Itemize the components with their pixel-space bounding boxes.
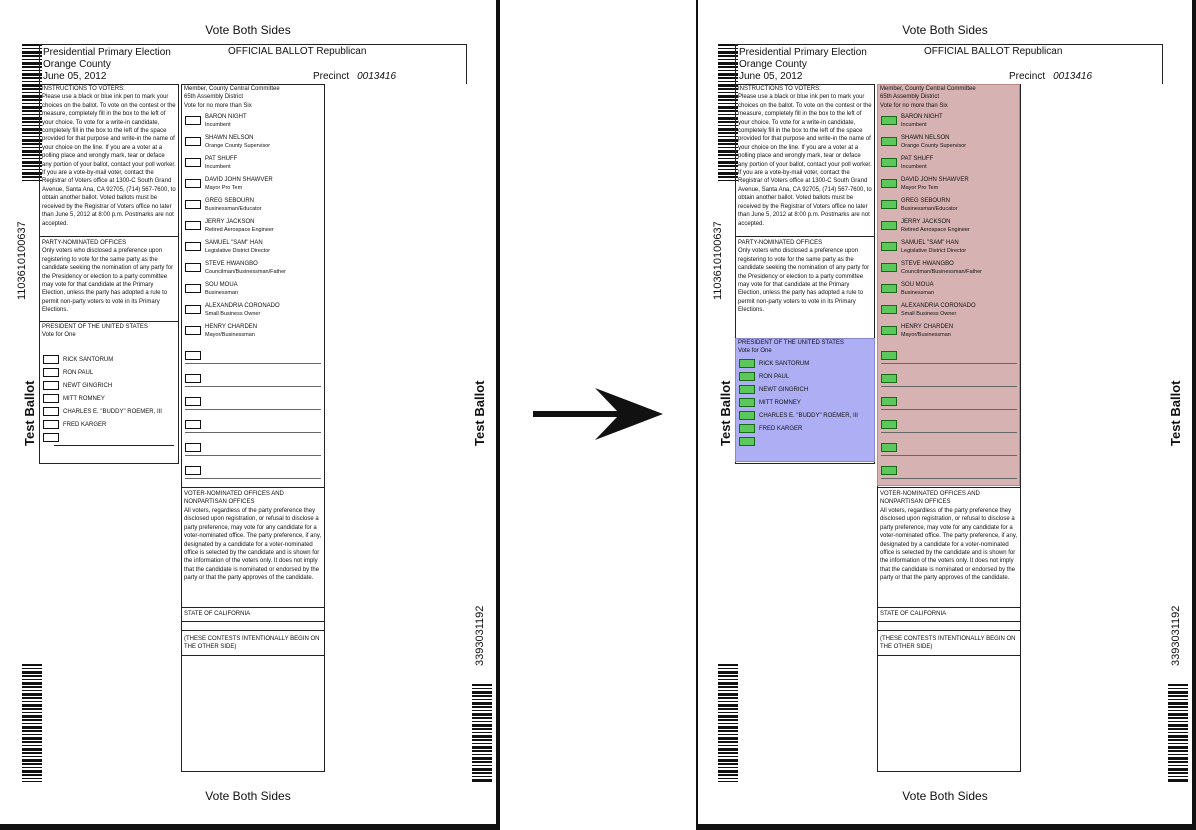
write-in-slot[interactable] xyxy=(878,347,1020,365)
precinct-number: 0013416 xyxy=(357,71,397,82)
vote-box[interactable] xyxy=(739,411,755,420)
committee-vote-for: Vote for no more than Six xyxy=(880,102,948,109)
column-committee: Member, County Central Committee 65th Assembly District Vote for no more than Six BARON NIGHT Incumbent SHAWN NELSON Orange County Supervisor PAT SHUFF Incumbent DAVID JOHN SHAWVER Mayor Pro Tem GREG SEBOURN Businessman/Educator JERRY JACKSON Retired Aerospace Engineer SAMUEL "SAM" HAN Legislative District Director STEVE HWANGBO Councilman/Businessman/Father SOU MOUA Businessman ALEXANDRIA CORONADO Small Business Owner HENRY CHARDEN Mayor/Businessman VOTER-NOMINATED OFFICES AND NONPARTISAN OFFICES All voters, regardless of the party preference they disclosed upon registration, or refusal to disclose a party preference, may vote for any candidate for a voter-nominated office. The party preference, if any, designated by a candidate for a voter-nominated office is selected by the candidate and is shown for the information of the voters only. It does not imply that the candidate is nominated or endorsed by the party or that the party approves of the candidate. STATE OF CALIFORNIA (THESE CONTESTS INTENTIONALLY BEGIN ON THE OTHER SIDE) xyxy=(877,84,1021,772)
write-in-slot[interactable] xyxy=(878,393,1020,411)
vote-box[interactable] xyxy=(881,137,897,146)
state-title: STATE OF CALIFORNIA xyxy=(880,611,947,617)
president-contest-title: PRESIDENT OF THE UNITED STATES xyxy=(738,340,844,346)
ballot-number-left: 1103610100637 xyxy=(16,221,28,300)
write-in-slot[interactable] xyxy=(182,347,324,365)
instructions-title: INSTRUCTIONS TO VOTERS: xyxy=(42,86,125,92)
vote-both-sides-bottom: Vote Both Sides xyxy=(902,789,988,803)
precinct-number: 0013416 xyxy=(1053,71,1093,82)
vote-box[interactable] xyxy=(739,385,755,394)
write-in-slot[interactable] xyxy=(878,462,1020,480)
vote-box[interactable] xyxy=(43,407,59,416)
county-name: Orange County xyxy=(739,59,807,70)
vote-box[interactable] xyxy=(881,116,897,125)
county-name: Orange County xyxy=(43,59,111,70)
vote-box[interactable] xyxy=(739,372,755,381)
vote-box[interactable] xyxy=(185,179,201,188)
vote-box[interactable] xyxy=(185,326,201,335)
vote-box[interactable] xyxy=(881,420,897,429)
annotated-ballot-page xyxy=(696,0,1196,830)
president-vote-for: Vote for One xyxy=(42,331,76,338)
vote-box[interactable] xyxy=(43,355,59,364)
ballot-type: OFFICIAL BALLOT Republican xyxy=(228,46,367,57)
vote-box[interactable] xyxy=(43,381,59,390)
president-vote-for: Vote for One xyxy=(738,348,772,354)
election-date: June 05, 2012 xyxy=(739,71,803,82)
vote-box[interactable] xyxy=(185,397,201,406)
vote-box[interactable] xyxy=(43,368,59,377)
vote-box[interactable] xyxy=(185,137,201,146)
vote-box[interactable] xyxy=(185,305,201,314)
column-instructions: INSTRUCTIONS TO VOTERS: Please use a black or blue ink pen to mark your choices on the ballot. To vote on the contest or the measure, completely fill in the box to the left of your choice. To vote for a write-in candidate, completely fill in the box to the left of the space provided for that purpose and write-in the name of your choice on the line. If you are a voter at a polling place and wrongly mark, tear or deface any portion of your ballot, contact your poll worker. If you are a vote-by-mail voter, contact the Registrar of Voters office at 1300-C South Grand Avenue, Santa Ana, CA 92705, (714) 567-7600, to obtain another ballot. Voted ballots must be received by the Registrar of Voters office no later than June 5, 2012 at 8:00 p.m. Postmarks are not accepted. PARTY-NOMINATED OFFICES Only voters who disclosed a preference upon registering to vote for the same party as the candidate seeking the nomination of any party for the Presidency or election to a party committee may vote for that candidate at the Primary Election, unless the party has adopted a rule to permit non-party voters to vote in its Primary Elections. PRESIDENT OF THE UNITED STATES Vote for One RICK SANTORUM RON PAUL NEWT GINGRICH MITT ROMNEY CHARLES E. "BUDDY" ROEMER, III FRED KARGER xyxy=(735,84,875,464)
president-contest-title: PRESIDENT OF THE UNITED STATES xyxy=(42,323,148,330)
party-offices-text: Only voters who disclosed a preference upon registering to vote for the same party as the candidate seeking the nomination of any party for the Presidency or election to a party committee may vote for that candidate at the Primary Election, unless the party has adopted a rule to permit non-party voters to vote in its Primary Elections. xyxy=(738,248,870,314)
original-ballot-page xyxy=(0,0,500,830)
write-in-slot[interactable] xyxy=(878,370,1020,388)
column-instructions: INSTRUCTIONS TO VOTERS: Please use a black or blue ink pen to mark your choices on the ballot. To vote on the contest or the measure, completely fill in the box to the left of your choice. To vote for a write-in candidate, completely fill in the box to the left of the space provided for that purpose and write-in the name of your choice on the line. If you are a voter at a polling place and wrongly mark, tear or deface any portion of your ballot, contact your poll worker. If you are a vote-by-mail voter, contact the Registrar of Voters office at 1300-C South Grand Avenue, Santa Ana, CA 92705, (714) 567-7600, to obtain another ballot. Voted ballots must be received by the Registrar of Voters office no later than June 5, 2012 at 8:00 p.m. Postmarks are not accepted. PARTY-NOMINATED OFFICES Only voters who disclosed a preference upon registering to vote for the same party as the candidate seeking the nomination of any party for the Presidency or election to a party committee may vote for that candidate at the Primary Election, unless the party has adopted a rule to permit non-party voters to vote in its Primary Elections. PRESIDENT OF THE UNITED STATES Vote for One RICK SANTORUM RON PAUL NEWT GINGRICH MITT ROMNEY CHARLES E. "BUDDY" ROEMER, III FRED KARGER xyxy=(39,84,179,464)
vote-box[interactable] xyxy=(881,466,897,475)
voter-nominated-title: VOTER-NOMINATED OFFICES AND NONPARTISAN OFFICES xyxy=(184,491,284,506)
vote-box[interactable] xyxy=(881,351,897,360)
committee-title-2: 65th Assembly District xyxy=(184,94,244,101)
precinct xyxy=(313,71,396,82)
committee-title-1: Member, County Central Committee xyxy=(184,86,280,92)
vote-box[interactable] xyxy=(185,242,201,251)
election-date: June 05, 2012 xyxy=(43,71,107,82)
precinct-label: Precinct xyxy=(1009,71,1046,82)
write-in-slot[interactable] xyxy=(182,370,324,388)
precinct-label: Precinct xyxy=(313,71,350,82)
vote-box[interactable] xyxy=(43,420,59,429)
vote-box[interactable] xyxy=(881,374,897,383)
instructions-title: INSTRUCTIONS TO VOTERS: xyxy=(738,86,821,92)
write-in-slot[interactable] xyxy=(182,462,324,480)
voter-nominated-text: All voters, regardless of the party preference they disclosed upon registration, or refusal to disclose a party preference, may vote for any candidate for a voter-nominated office. The party preference, if any, designated by a candidate for a voter-nominated office is selected by the candidate and is shown for the information of the voters only. It does not imply that the candidate is nominated or endorsed by the party or that the party approves of the candidate. xyxy=(184,508,322,582)
test-ballot-label-left: Test Ballot xyxy=(22,380,37,446)
party-offices-text: Only voters who disclosed a preference upon registering to vote for the same party as the candidate seeking the nomination of any party for the Presidency or election to a party committee may vote for that candidate at the Primary Election, unless the party has adopted a rule to permit non-party voters to vote in its Primary Elections. xyxy=(42,248,174,314)
state-title: STATE OF CALIFORNIA xyxy=(184,611,251,617)
committee-title-2: 65th Assembly District xyxy=(880,94,940,101)
vote-box[interactable] xyxy=(739,359,755,368)
vote-box[interactable] xyxy=(185,466,201,475)
vote-box[interactable] xyxy=(881,284,897,293)
election-name: Presidential Primary Election xyxy=(43,47,171,58)
party-offices-title: PARTY-NOMINATED OFFICES xyxy=(42,239,127,246)
vote-box[interactable] xyxy=(881,242,897,251)
vote-box[interactable] xyxy=(43,394,59,403)
vote-box[interactable] xyxy=(881,200,897,209)
ballot-type: OFFICIAL BALLOT Republican xyxy=(924,46,1063,57)
write-in-slot[interactable] xyxy=(878,416,1020,434)
vote-box[interactable] xyxy=(185,158,201,167)
vote-box[interactable] xyxy=(185,443,201,452)
voter-nominated-title: VOTER-NOMINATED OFFICES AND NONPARTISAN OFFICES xyxy=(880,491,980,506)
instructions-text: Please use a black or blue ink pen to mark your choices on the ballot. To vote on the contest or the measure, completely fill in the box to the left of your choice. To vote for a write-in candidate, completely fill in the box to the left of the space provided for that purpose and write-in the name of your choice on the line. If you are a voter at a polling place and wrongly mark, tear or deface any portion of your ballot, contact your poll worker. If you are a vote-by-mail voter, contact the Registrar of Voters office at 1300-C South Grand Avenue, Santa Ana, CA 92705, (714) 567-7600, to obtain another ballot. Voted ballots must be received by the Registrar of Voters office no later than June 5, 2012 at 8:00 p.m. Postmarks are not accepted. xyxy=(738,94,872,227)
vote-box[interactable] xyxy=(881,326,897,335)
vote-box[interactable] xyxy=(185,116,201,125)
vote-both-sides-top: Vote Both Sides xyxy=(205,23,291,37)
test-ballot-label-right: Test Ballot xyxy=(472,380,487,446)
vote-box[interactable] xyxy=(185,420,201,429)
test-ballot-label-left: Test Ballot xyxy=(718,380,733,446)
vote-box[interactable] xyxy=(881,305,897,314)
write-in-slot[interactable] xyxy=(182,439,324,457)
vote-box[interactable] xyxy=(881,179,897,188)
precinct xyxy=(1009,71,1092,82)
vote-box[interactable] xyxy=(185,374,201,383)
ballot-header xyxy=(39,44,467,84)
vote-box[interactable] xyxy=(185,351,201,360)
vote-box[interactable] xyxy=(739,437,755,446)
vote-box[interactable] xyxy=(881,221,897,230)
party-offices-title: PARTY-NOMINATED OFFICES xyxy=(738,239,823,246)
other-side-note: (THESE CONTESTS INTENTIONALLY BEGIN ON THE OTHER SIDE) xyxy=(880,636,1016,651)
barcode-left-bottom xyxy=(718,664,738,782)
vote-both-sides-top: Vote Both Sides xyxy=(902,23,988,37)
ballot-number-right: 3393031192 xyxy=(1170,605,1182,666)
write-in-slot[interactable] xyxy=(878,439,1020,457)
vote-box[interactable] xyxy=(43,433,59,442)
vote-box[interactable] xyxy=(739,424,755,433)
arrow-right-icon xyxy=(533,386,663,442)
committee-vote-for: Vote for no more than Six xyxy=(184,102,252,109)
ballot-header xyxy=(735,44,1163,84)
write-in-slot[interactable] xyxy=(182,393,324,411)
column-committee: Member, County Central Committee 65th Assembly District Vote for no more than Six BARON NIGHT Incumbent SHAWN NELSON Orange County Supervisor PAT SHUFF Incumbent DAVID JOHN SHAWVER Mayor Pro Tem GREG SEBOURN Businessman/Educator JERRY JACKSON Retired Aerospace Engineer SAMUEL "SAM" HAN Legislative District Director STEVE HWANGBO Councilman/Businessman/Father SOU MOUA Businessman ALEXANDRIA CORONADO Small Business Owner HENRY CHARDEN Mayor/Businessman VOTER-NOMINATED OFFICES AND NONPARTISAN OFFICES All voters, regardless of the party preference they disclosed upon registration, or refusal to disclose a party preference, may vote for any candidate for a voter-nominated office. The party preference, if any, designated by a candidate for a voter-nominated office is selected by the candidate and is shown for the information of the voters only. It does not imply that the candidate is nominated or endorsed by the party or that the party approves of the candidate. STATE OF CALIFORNIA (THESE CONTESTS INTENTIONALLY BEGIN ON THE OTHER SIDE) xyxy=(181,84,325,772)
instructions-text: Please use a black or blue ink pen to mark your choices on the ballot. To vote on the contest or the measure, completely fill in the box to the left of your choice. To vote for a write-in candidate, completely fill in the box to the left of the space provided for that purpose and write-in the name of your choice on the line. If you are a voter at a polling place and wrongly mark, tear or deface any portion of your ballot, contact your poll worker. If you are a vote-by-mail voter, contact the Registrar of Voters office at 1300-C South Grand Avenue, Santa Ana, CA 92705, (714) 567-7600, to obtain another ballot. Voted ballots must be received by the Registrar of Voters office no later than June 5, 2012 at 8:00 p.m. Postmarks are not accepted. xyxy=(42,94,176,227)
vote-box[interactable] xyxy=(739,398,755,407)
barcode-right-bottom xyxy=(1168,684,1188,782)
test-ballot-label-right: Test Ballot xyxy=(1168,380,1183,446)
voter-nominated-text: All voters, regardless of the party preference they disclosed upon registration, or refusal to disclose a party preference, may vote for any candidate for a voter-nominated office. The party preference, if any, designated by a candidate for a voter-nominated office is selected by the candidate and is shown for the information of the voters only. It does not imply that the candidate is nominated or endorsed by the party or that the party approves of the candidate. xyxy=(880,508,1018,582)
election-name: Presidential Primary Election xyxy=(739,47,867,58)
vote-box[interactable] xyxy=(881,397,897,406)
vote-box[interactable] xyxy=(185,200,201,209)
other-side-note: (THESE CONTESTS INTENTIONALLY BEGIN ON THE OTHER SIDE) xyxy=(184,636,320,651)
vote-box[interactable] xyxy=(185,284,201,293)
ballot-number-right: 3393031192 xyxy=(474,605,486,666)
write-in-slot[interactable] xyxy=(182,416,324,434)
barcode-right-bottom xyxy=(472,684,492,782)
vote-box[interactable] xyxy=(185,221,201,230)
vote-box[interactable] xyxy=(881,443,897,452)
vote-both-sides-bottom: Vote Both Sides xyxy=(205,789,291,803)
barcode-left-bottom xyxy=(22,664,42,782)
vote-box[interactable] xyxy=(881,158,897,167)
vote-box[interactable] xyxy=(185,263,201,272)
ballot-number-left: 1103610100637 xyxy=(712,221,724,300)
committee-title-1: Member, County Central Committee xyxy=(880,86,976,92)
vote-box[interactable] xyxy=(881,263,897,272)
